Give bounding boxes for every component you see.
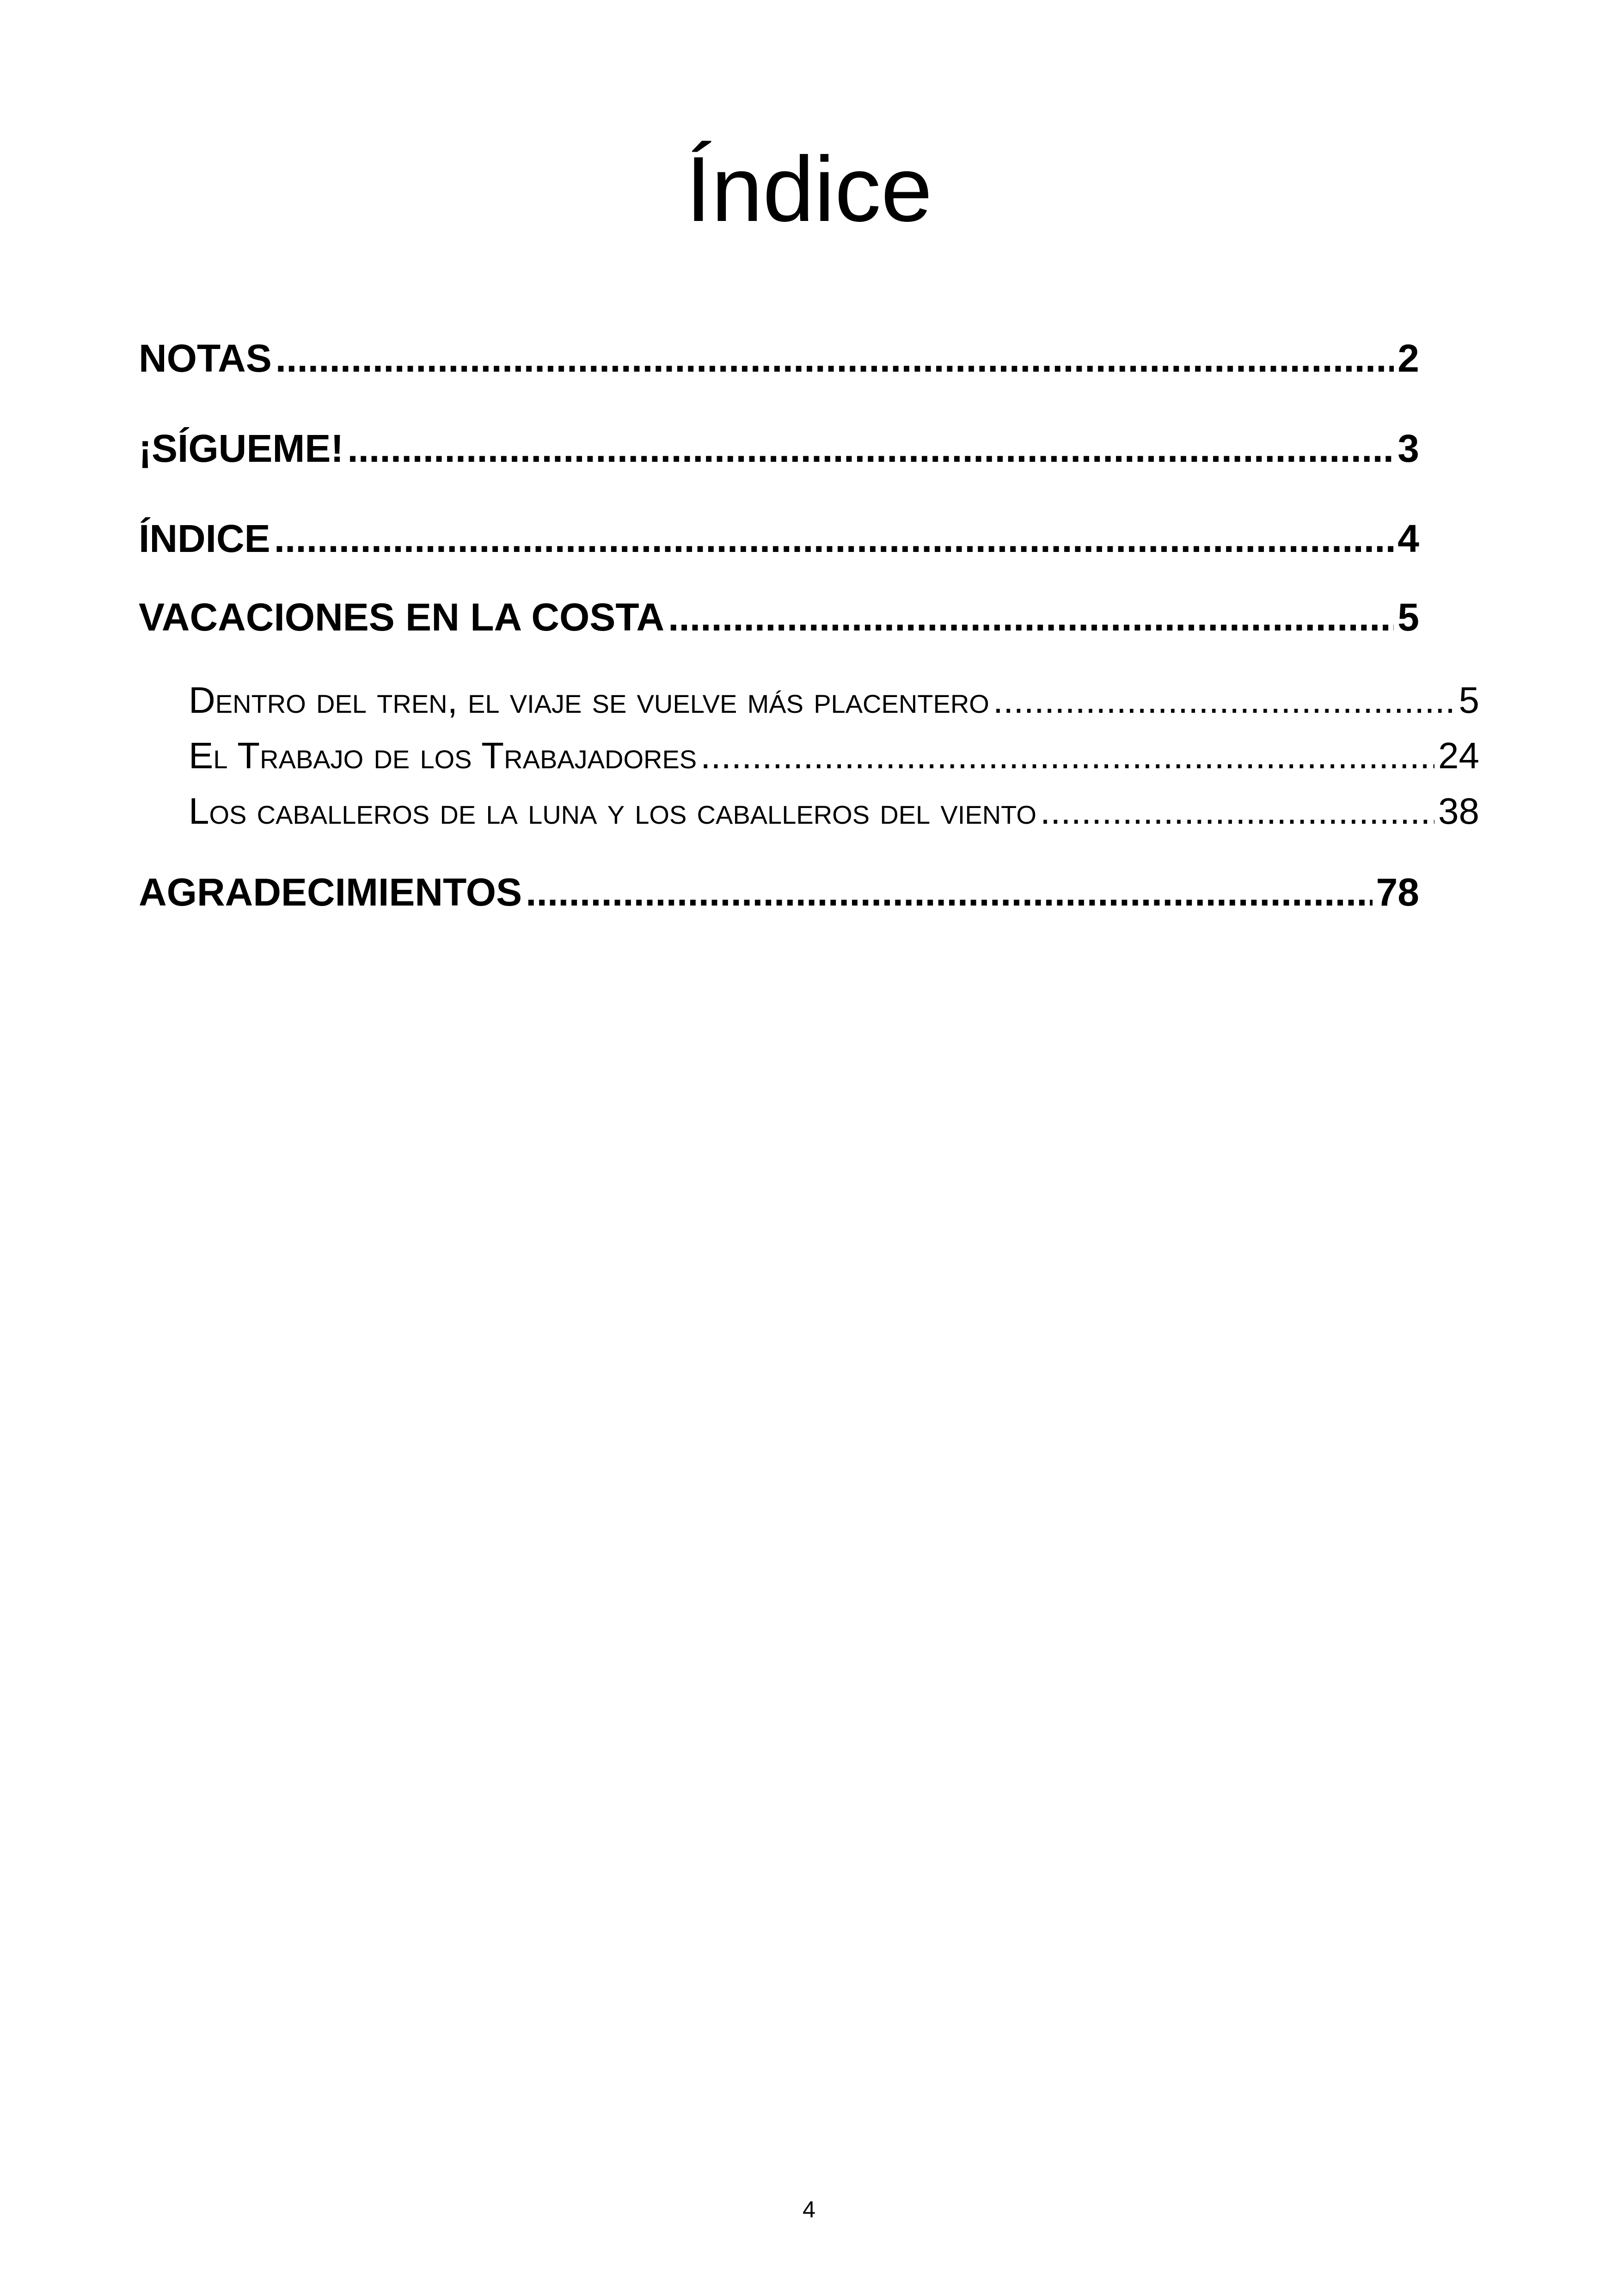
toc-entry-title: ¡SÍGUEME! — [139, 427, 344, 470]
toc-dot-leader — [700, 730, 1434, 781]
toc-entry-sigueme[interactable] — [139, 423, 1419, 474]
toc-entry-indice[interactable] — [139, 513, 1419, 564]
toc-entry-agradecimientos[interactable] — [139, 867, 1419, 918]
toc-dot-leader — [274, 513, 1394, 564]
page-number: 4 — [803, 2197, 815, 2223]
toc-entry-title: AGRADECIMIENTOS — [139, 870, 522, 914]
toc-dot-leader — [993, 675, 1455, 726]
toc-dot-leader — [668, 592, 1394, 643]
toc-entry-page: 38 — [1438, 790, 1479, 832]
toc-entry-title: ÍNDICE — [139, 517, 270, 560]
toc-entry-page: 2 — [1397, 337, 1419, 380]
toc-entry-vacaciones-en-la-costa[interactable] — [139, 592, 1419, 643]
toc-entry-title: Los caballeros de la luna y los caballeros del viento — [189, 790, 1036, 832]
toc-entry-title: El Trabajo de los Trabajadores — [189, 735, 697, 776]
toc-dot-leader — [347, 423, 1394, 474]
toc-entry-page: 3 — [1397, 427, 1419, 470]
toc-subentry-dentro-del-tren[interactable] — [189, 675, 1479, 726]
toc-entry-page: 5 — [1459, 680, 1479, 721]
toc-dot-leader — [526, 867, 1372, 918]
toc-entry-page: 78 — [1376, 870, 1419, 914]
toc-entry-title: VACACIONES EN LA COSTA — [139, 595, 665, 639]
toc-entry-title: NOTAS — [139, 337, 272, 380]
toc-subentry-los-caballeros[interactable] — [189, 786, 1479, 837]
toc-entry-title: Dentro del tren, el viaje se vuelve más placentero — [189, 680, 989, 721]
toc-entry-notas[interactable] — [139, 333, 1419, 384]
toc-dot-leader — [276, 333, 1394, 384]
toc-subentry-el-trabajo[interactable] — [189, 730, 1479, 781]
toc-dot-leader — [1040, 786, 1434, 837]
page-title: Índice — [686, 138, 932, 241]
toc-entry-page: 5 — [1397, 595, 1419, 639]
toc-entry-page: 4 — [1397, 517, 1419, 560]
toc-entry-page: 24 — [1438, 735, 1479, 776]
